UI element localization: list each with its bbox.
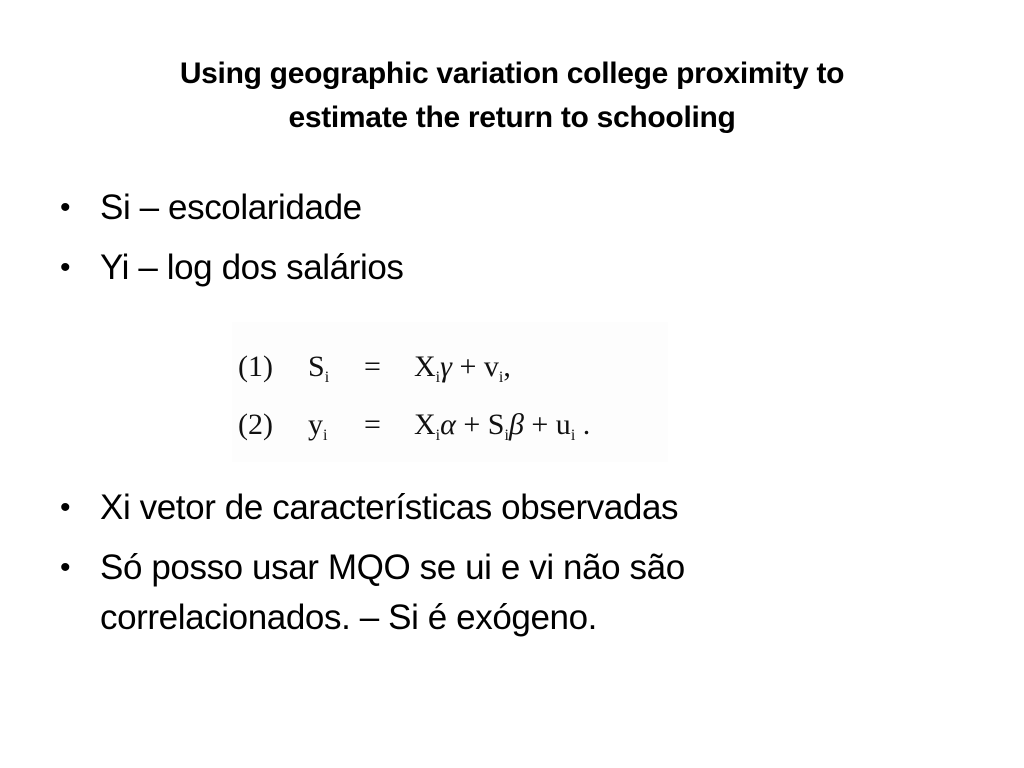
bullet-item: [60, 538, 960, 648]
bullet-dot: •: [60, 551, 71, 584]
equals-sign: =: [364, 408, 381, 441]
bullet-item: [60, 238, 960, 298]
bullet-dot: •: [60, 251, 71, 284]
title-line-2: estimate the return to schooling: [288, 101, 736, 134]
equals-sign: =: [364, 350, 381, 383]
equation-lhs: $S_i$: [308, 350, 330, 386]
bullet-dot: •: [60, 491, 71, 524]
equation-image: [232, 322, 668, 462]
slide-title: [90, 52, 934, 140]
title-line-1: Using geographic variation college proximity to: [179, 57, 845, 90]
equation-rhs: $X_i\gamma + v_i$,: [414, 350, 511, 386]
equation-number: (2): [238, 408, 273, 441]
bullet-text: Yi – log dos salários: [100, 248, 404, 287]
equation-rhs: $X_i\alpha + S_i\beta + u_i$ .: [414, 408, 591, 444]
bullet-item: [60, 478, 960, 538]
bullet-item: [60, 178, 960, 238]
bullet-list-definitions: [60, 178, 960, 298]
bullet-text: Só posso usar MQO se ui e vi não são: [100, 548, 685, 587]
bullet-text: Si – escolaridade: [100, 188, 362, 227]
bullet-text: Xi vetor de características observadas: [100, 488, 679, 527]
bullet-list-notes: [60, 478, 960, 648]
equation-2: [238, 408, 590, 445]
equation-lhs: $y_i$: [308, 408, 328, 444]
equation-1: [238, 350, 511, 387]
equation-number: (1): [238, 350, 273, 383]
bullet-text-continued: correlacionados. – Si é exógeno.: [100, 598, 597, 637]
bullet-dot: •: [60, 191, 71, 224]
